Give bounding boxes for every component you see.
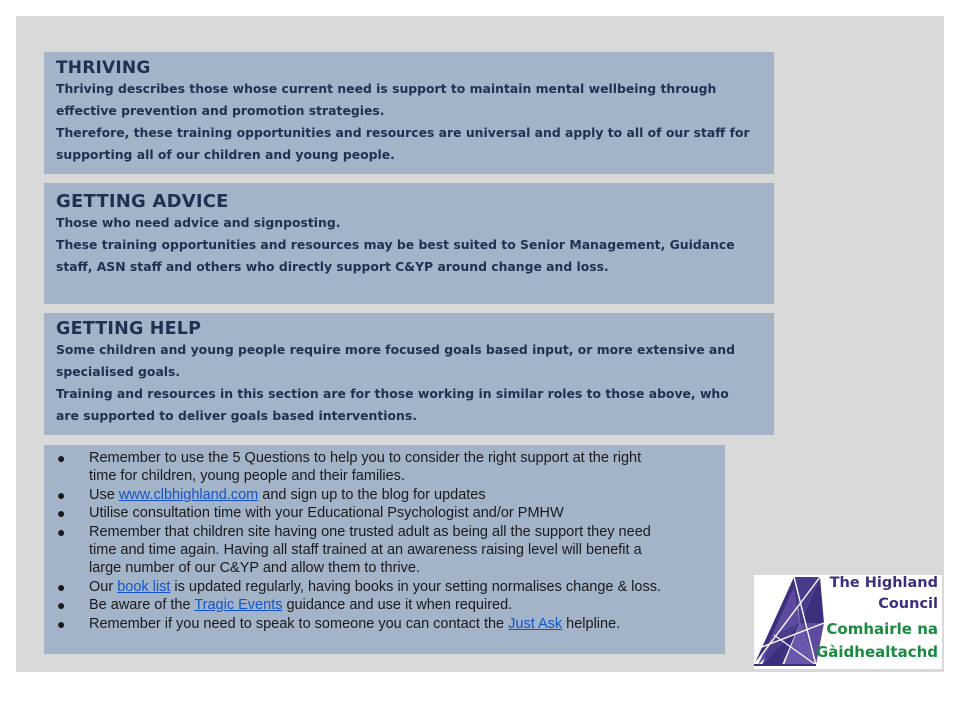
tip-text: large number of our C&YP and allow them to thrive. [89, 560, 420, 577]
getting-advice-line: Those who need advice and signposting. [56, 215, 341, 230]
getting-advice-title: GETTING ADVICE [56, 191, 229, 212]
bullet-icon: ● [57, 450, 66, 466]
logo-text-line: Council [878, 596, 938, 612]
getting-help-line: specialised goals. [56, 364, 181, 379]
tip-text: guidance and use it when required. [282, 597, 513, 614]
tip-item [44, 486, 717, 504]
tip-text: Remember to use the 5 Questions to help you to consider the right support at the right [89, 450, 642, 466]
thriving-line: Therefore, these training opportunities and resources are universal and apply to all of our staff for [56, 125, 750, 140]
getting-help-panel [44, 313, 774, 435]
tip-text: Use [89, 486, 119, 503]
thriving-line: Thriving describes those whose current need is support to maintain mental wellbeing through [56, 81, 717, 96]
tip-text: Be aware of the [89, 597, 195, 614]
tip-item [44, 615, 717, 633]
getting-advice-line: These training opportunities and resources may be best suited to Senior Management, Guidance [56, 237, 735, 252]
tip-item [44, 449, 717, 486]
tip-text: and sign up to the blog for updates [258, 486, 486, 503]
thriving-panel [44, 52, 774, 174]
tip-text: Remember that children site having one trusted adult as being all the support they need [89, 523, 651, 540]
bullet-icon: ● [57, 486, 66, 503]
tips-list [44, 449, 717, 633]
clbhighland-link[interactable]: www.clbhighland.com [118, 486, 259, 503]
tip-text: helpline. [562, 615, 621, 632]
tip-item [44, 578, 717, 596]
thriving-line: supporting all of our children and young people. [56, 147, 395, 162]
tip-text: Our [89, 578, 118, 595]
tip-item [44, 523, 717, 578]
tip-item [44, 504, 717, 522]
tip-text: time and time again. Having all staff trained at an awareness raising level will benefit a [89, 542, 642, 559]
just-ask-link[interactable]: Just Ask [508, 615, 563, 632]
getting-help-line: are supported to deliver goals based interventions. [56, 408, 417, 423]
getting-help-line: Training and resources in this section are for those working in similar roles to those above, who [56, 386, 729, 401]
getting-advice-line: staff, ASN staff and others who directly support C&YP around change and loss. [56, 259, 609, 274]
bullet-icon: ● [57, 597, 66, 614]
book-list-link[interactable]: book list [117, 578, 171, 595]
logo-text-line: Comhairle na [826, 620, 938, 638]
tip-text: is updated regularly, having books in your setting normalises change & loss. [170, 578, 661, 595]
bullet-icon: ● [57, 505, 66, 522]
logo-text-line: Gàidhealtachd [815, 643, 938, 661]
getting-advice-panel [44, 183, 774, 304]
bullet-icon: ● [57, 523, 66, 540]
bullet-icon: ● [57, 615, 66, 632]
slide [16, 16, 944, 672]
getting-help-line: Some children and young people require more focused goals based input, or more extensive and [56, 342, 735, 357]
highland-council-logo [754, 575, 942, 669]
thriving-line: effective prevention and promotion strategies. [56, 103, 385, 118]
bullet-icon: ● [57, 578, 66, 595]
tip-item [44, 596, 717, 614]
tips-panel [44, 445, 725, 654]
thriving-title: THRIVING [56, 58, 151, 78]
tragic-events-link[interactable]: Tragic Events [194, 597, 283, 614]
logo-text-line: The Highland [829, 575, 938, 591]
getting-help-title: GETTING HELP [56, 319, 202, 339]
tip-text: time for children, young people and their families. [89, 468, 405, 485]
tip-text: Remember if you need to speak to someone you can contact the [89, 615, 509, 632]
tip-text: Utilise consultation time with your Educational Psychologist and/or PMHW [89, 505, 564, 522]
